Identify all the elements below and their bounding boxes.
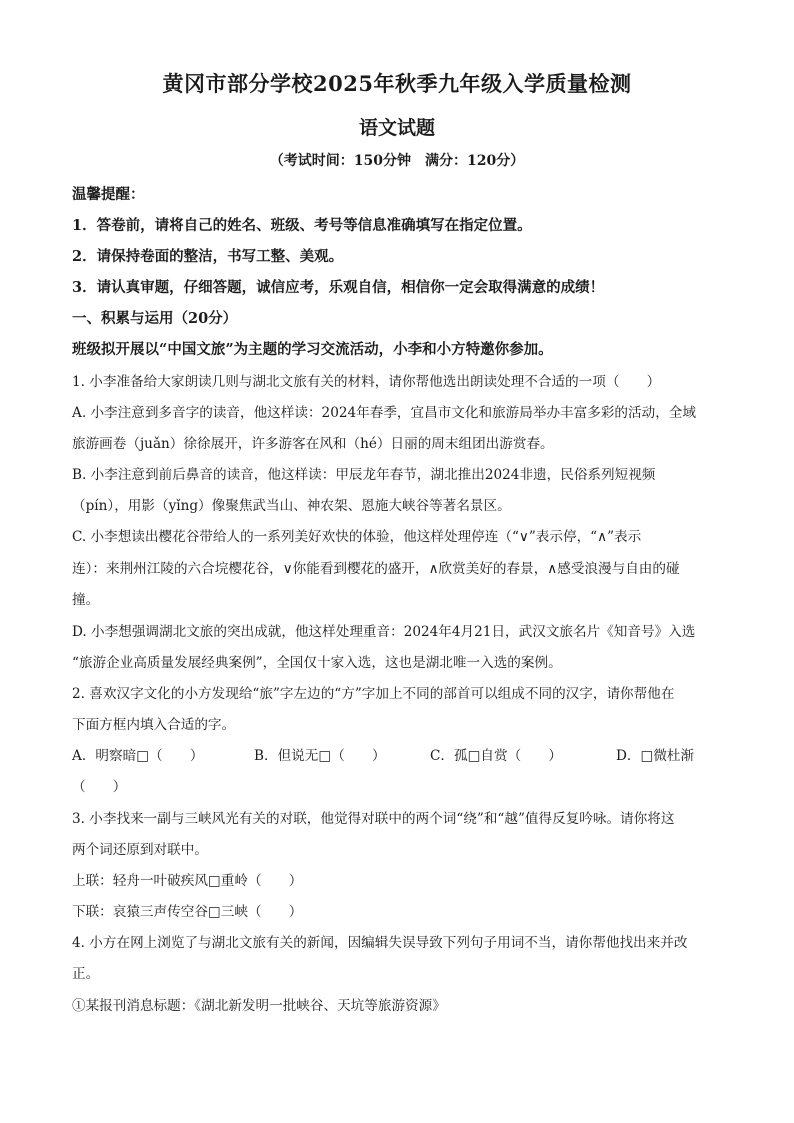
exam-info: （考试时间：150分钟 满分：120分）: [269, 153, 525, 169]
q2-option-d-blank: （ ）: [72, 779, 127, 795]
reminder-heading: 温馨提醒：: [72, 186, 145, 203]
exam-subtitle: 语文试题: [358, 117, 435, 139]
question-4-stem-cont: 正。: [72, 966, 100, 982]
section-intro: 班级拟开展以“中国文旅”为主题的学习交流活动，小李和小方特邀你参加。: [72, 341, 553, 358]
q1-option-b-cont: （pín），用影（yǐng）像聚焦武当山、神农架、恩施大峡谷等著名景区。: [72, 498, 511, 514]
question-3-stem-cont: 两个词还原到对联中。: [72, 842, 208, 858]
q4-item-1: ①某报刊消息标题：《湖北新发明一批峡谷、天坑等旅游资源》: [72, 998, 446, 1014]
question-1-stem: 1. 小李准备给大家朗读几则与湖北文旅有关的材料，请你帮他选出朗读处理不合适的一项（ ）: [72, 374, 661, 390]
q2-option-d: D．□微杜渐: [616, 748, 695, 764]
reminder-item: 3．请认真审题，仔细答题，诚信应考，乐观自信，相信你一定会取得满意的成绩！: [72, 279, 605, 296]
q2-option-c: C．孤□自赏（ ）: [430, 748, 562, 764]
q2-option-b: B．但说无□（ ）: [254, 748, 386, 764]
reminder-item: 1．答卷前，请将自己的姓名、班级、考号等信息准确填写在指定位置。: [72, 217, 532, 234]
question-4-stem: 4. 小方在网上浏览了与湖北文旅有关的新闻，因编辑失误导致下列句子用词不当，请你帮他找出来并改: [72, 935, 688, 951]
couplet-upper: 上联：轻舟一叶破疾风□重岭（ ）: [72, 873, 303, 889]
exam-title: 黄冈市部分学校2025年秋季九年级入学质量检测: [162, 71, 632, 96]
q1-option-c-cont: 撞。: [72, 592, 100, 608]
question-3-stem: 3. 小李找来一副与三峡风光有关的对联，他觉得对联中的两个词“绕”和“越”值得反复吟咏。请你将这: [72, 811, 675, 827]
q1-option-a: A. 小李注意到多音字的读音，他这样读：2024年春季，宜昌市文化和旅游局举办丰富多彩的活动，全域: [72, 405, 696, 421]
reminder-item: 2．请保持卷面的整洁，书写工整、美观。: [72, 248, 344, 265]
q1-option-d: D. 小李想强调湖北文旅的突出成就，他这样处理重音：2024年4月21日，武汉文旅名片《知音号》入选: [72, 624, 696, 640]
q1-option-c-cont: 连）：来荆州江陵的六合垸樱花谷，∨你能看到樱花的盛开，∧欣赏美好的春景，∧感受浪漫与自由的碰: [72, 561, 680, 577]
question-2-stem-cont: 下面方框内填入合适的字。: [72, 717, 236, 733]
q2-option-a: A．明察暗□（ ）: [72, 748, 204, 764]
q1-option-b: B. 小李注意到前后鼻音的读音，他这样读：甲辰龙年春节，湖北推出2024非遗，民俗系列短视频: [72, 467, 656, 483]
section-heading: 一、积累与运用（20分）: [72, 310, 238, 327]
q1-option-d-cont: “旅游企业高质量发展经典案例”，全国仅十家入选，这也是湖北唯一入选的案例。: [72, 655, 562, 671]
question-2-stem: 2. 喜欢汉字文化的小方发现给“旅”字左边的“方”字加上不同的部首可以组成不同的汉字，请你帮他在: [72, 686, 675, 702]
q1-option-c: C. 小李想读出樱花谷带给人的一系列美好欢快的体验，他这样处理停连（“∨”表示停，“∧”表示: [72, 529, 642, 545]
couplet-lower: 下联：哀猿三声传空谷□三峡（ ）: [72, 904, 303, 920]
q1-option-a-cont: 旅游画卷（juǎn）徐徐展开，许多游客在风和（hé）日丽的周末组团出游赏春。: [72, 436, 554, 452]
